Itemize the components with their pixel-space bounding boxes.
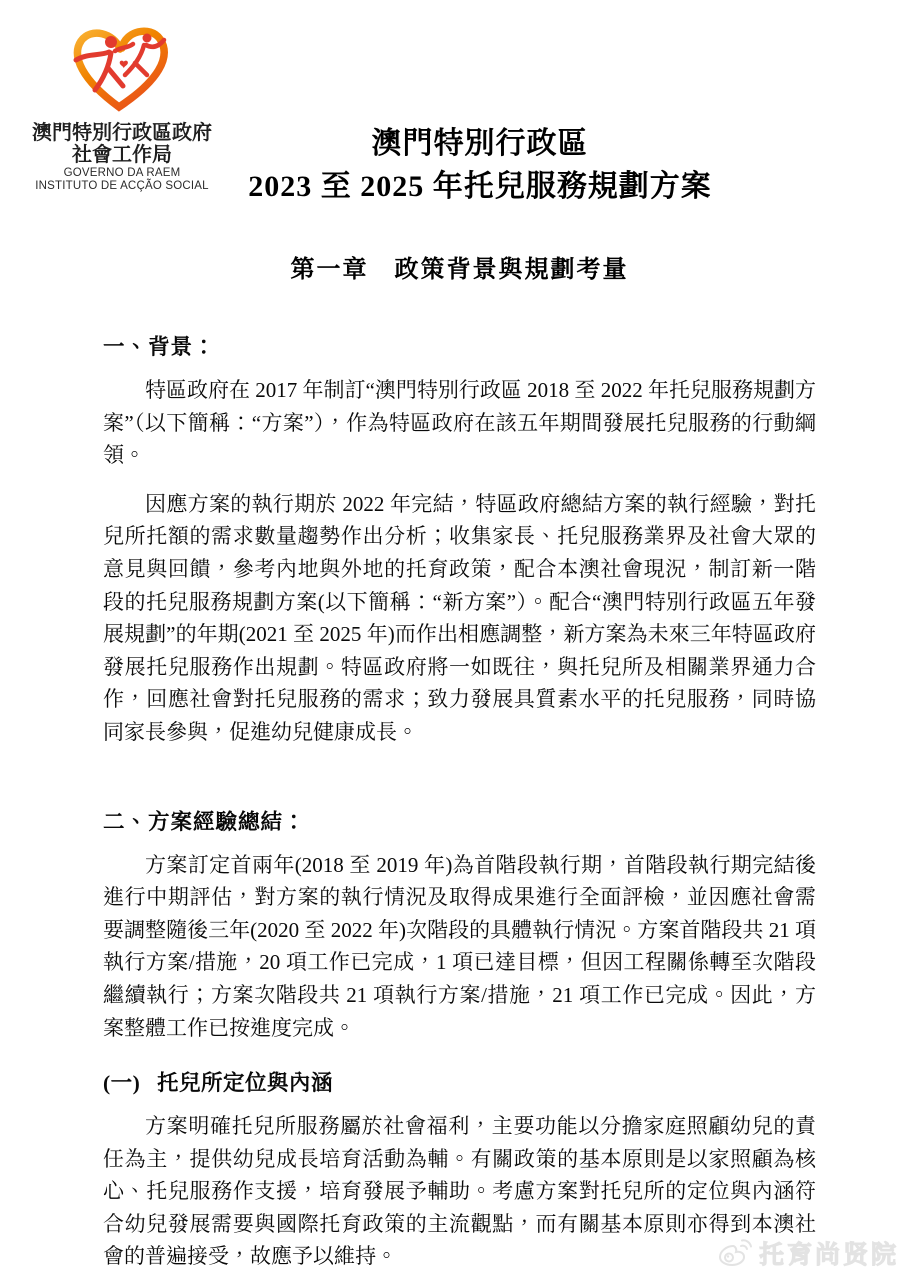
watermark-text: 托育尚贤院 [758,1241,899,1269]
document-body [103,330,816,1273]
subsection-heading-positioning [103,1066,816,1097]
document-title-block [150,126,810,205]
heart-figures-logo-icon [61,18,183,116]
org-name-zh-line1: 澳門特別行政區政府 [32,122,212,144]
body-paragraph: 特區政府在 2017 年制訂“澳門特別行政區 2018 至 2022 年托兒服務規劃方案”（以下簡稱：“方案”），作為特區政府在該五年期間發展托兒服務的行動綱領。 [103,378,816,468]
document-title-line1: 澳門特別行政區 [371,127,589,160]
subsection-number: (一) [103,1071,141,1096]
section-heading-experience-summary: 二、方案經驗總結： [103,809,306,834]
weibo-icon [716,1237,754,1269]
body-paragraph: 因應方案的執行期於 2022 年完結，特區政府總結方案的執行經驗，對托兒所托額的需求數量趨勢作出分析；收集家長、托兒服務業界及社會大眾的意見與回饋，參考內地與外地的托育政策，配合本澳社會現況，制訂新一階段的托兒服務規劃方案(以下簡稱：“新方案”）。配合“澳門特別行政區五年發展規劃”的年期(2021 至 2025 年)而作出相應調整，新方案為未來三年特區政府發展托兒服務作出規劃。特區政府將一如既往，與托兒所及相關業界通力合作，回應社會對托兒服務的需求；致力發展具質素水平的托兒服務，同時協同家長參與，促進幼兒健康成長。 [103,491,816,744]
body-paragraph: 方案明確托兒所服務屬於社會福利，主要功能以分擔家庭照顧幼兒的責任為主，提供幼兒成長培育活動為輔。有關政策的基本原則是以家照顧為核心、托兒服務作支援，培育發展予輔助。考慮方案對托兒所的定位與內涵符合幼兒發展需要與國際托育政策的主流觀點，而有關基本原則亦得到本澳社會的普遍接受，故應予以維持。 [103,1114,816,1269]
org-name-zh-line2: 社會工作局 [72,144,172,167]
org-name-pt-line2: INSTITUTO DE ACÇÃO SOCIAL [35,180,209,193]
org-name-pt-line1: GOVERNO DA RAEM [63,166,181,179]
chapter-heading: 第一章 政策背景與規劃考量 [290,257,629,283]
section-heading-background: 一、背景： [103,335,216,359]
watermark [716,1235,899,1271]
subsection-title: 托兒所定位與內涵 [157,1071,334,1096]
document-title-line2: 2023 至 2025 年托兒服務規劃方案 [248,170,712,203]
body-paragraph: 方案訂定首兩年(2018 至 2019 年)為首階段執行期，首階段執行期完結後進行中期評估，對方案的執行情況及取得成果進行全面評檢，並因應社會需要調整隨後三年(2020 至 2022 年)次階段的具體執行情況。方案首階段共 21 項執行方案/措施，20 項工作已完成，1 項已達目標，但因工程關係轉至次階段繼續執行；方案次階段共 21 項執行方案/措施，21 項工作已完成。因此，方案整體工作已按進度完成。 [103,852,816,1040]
